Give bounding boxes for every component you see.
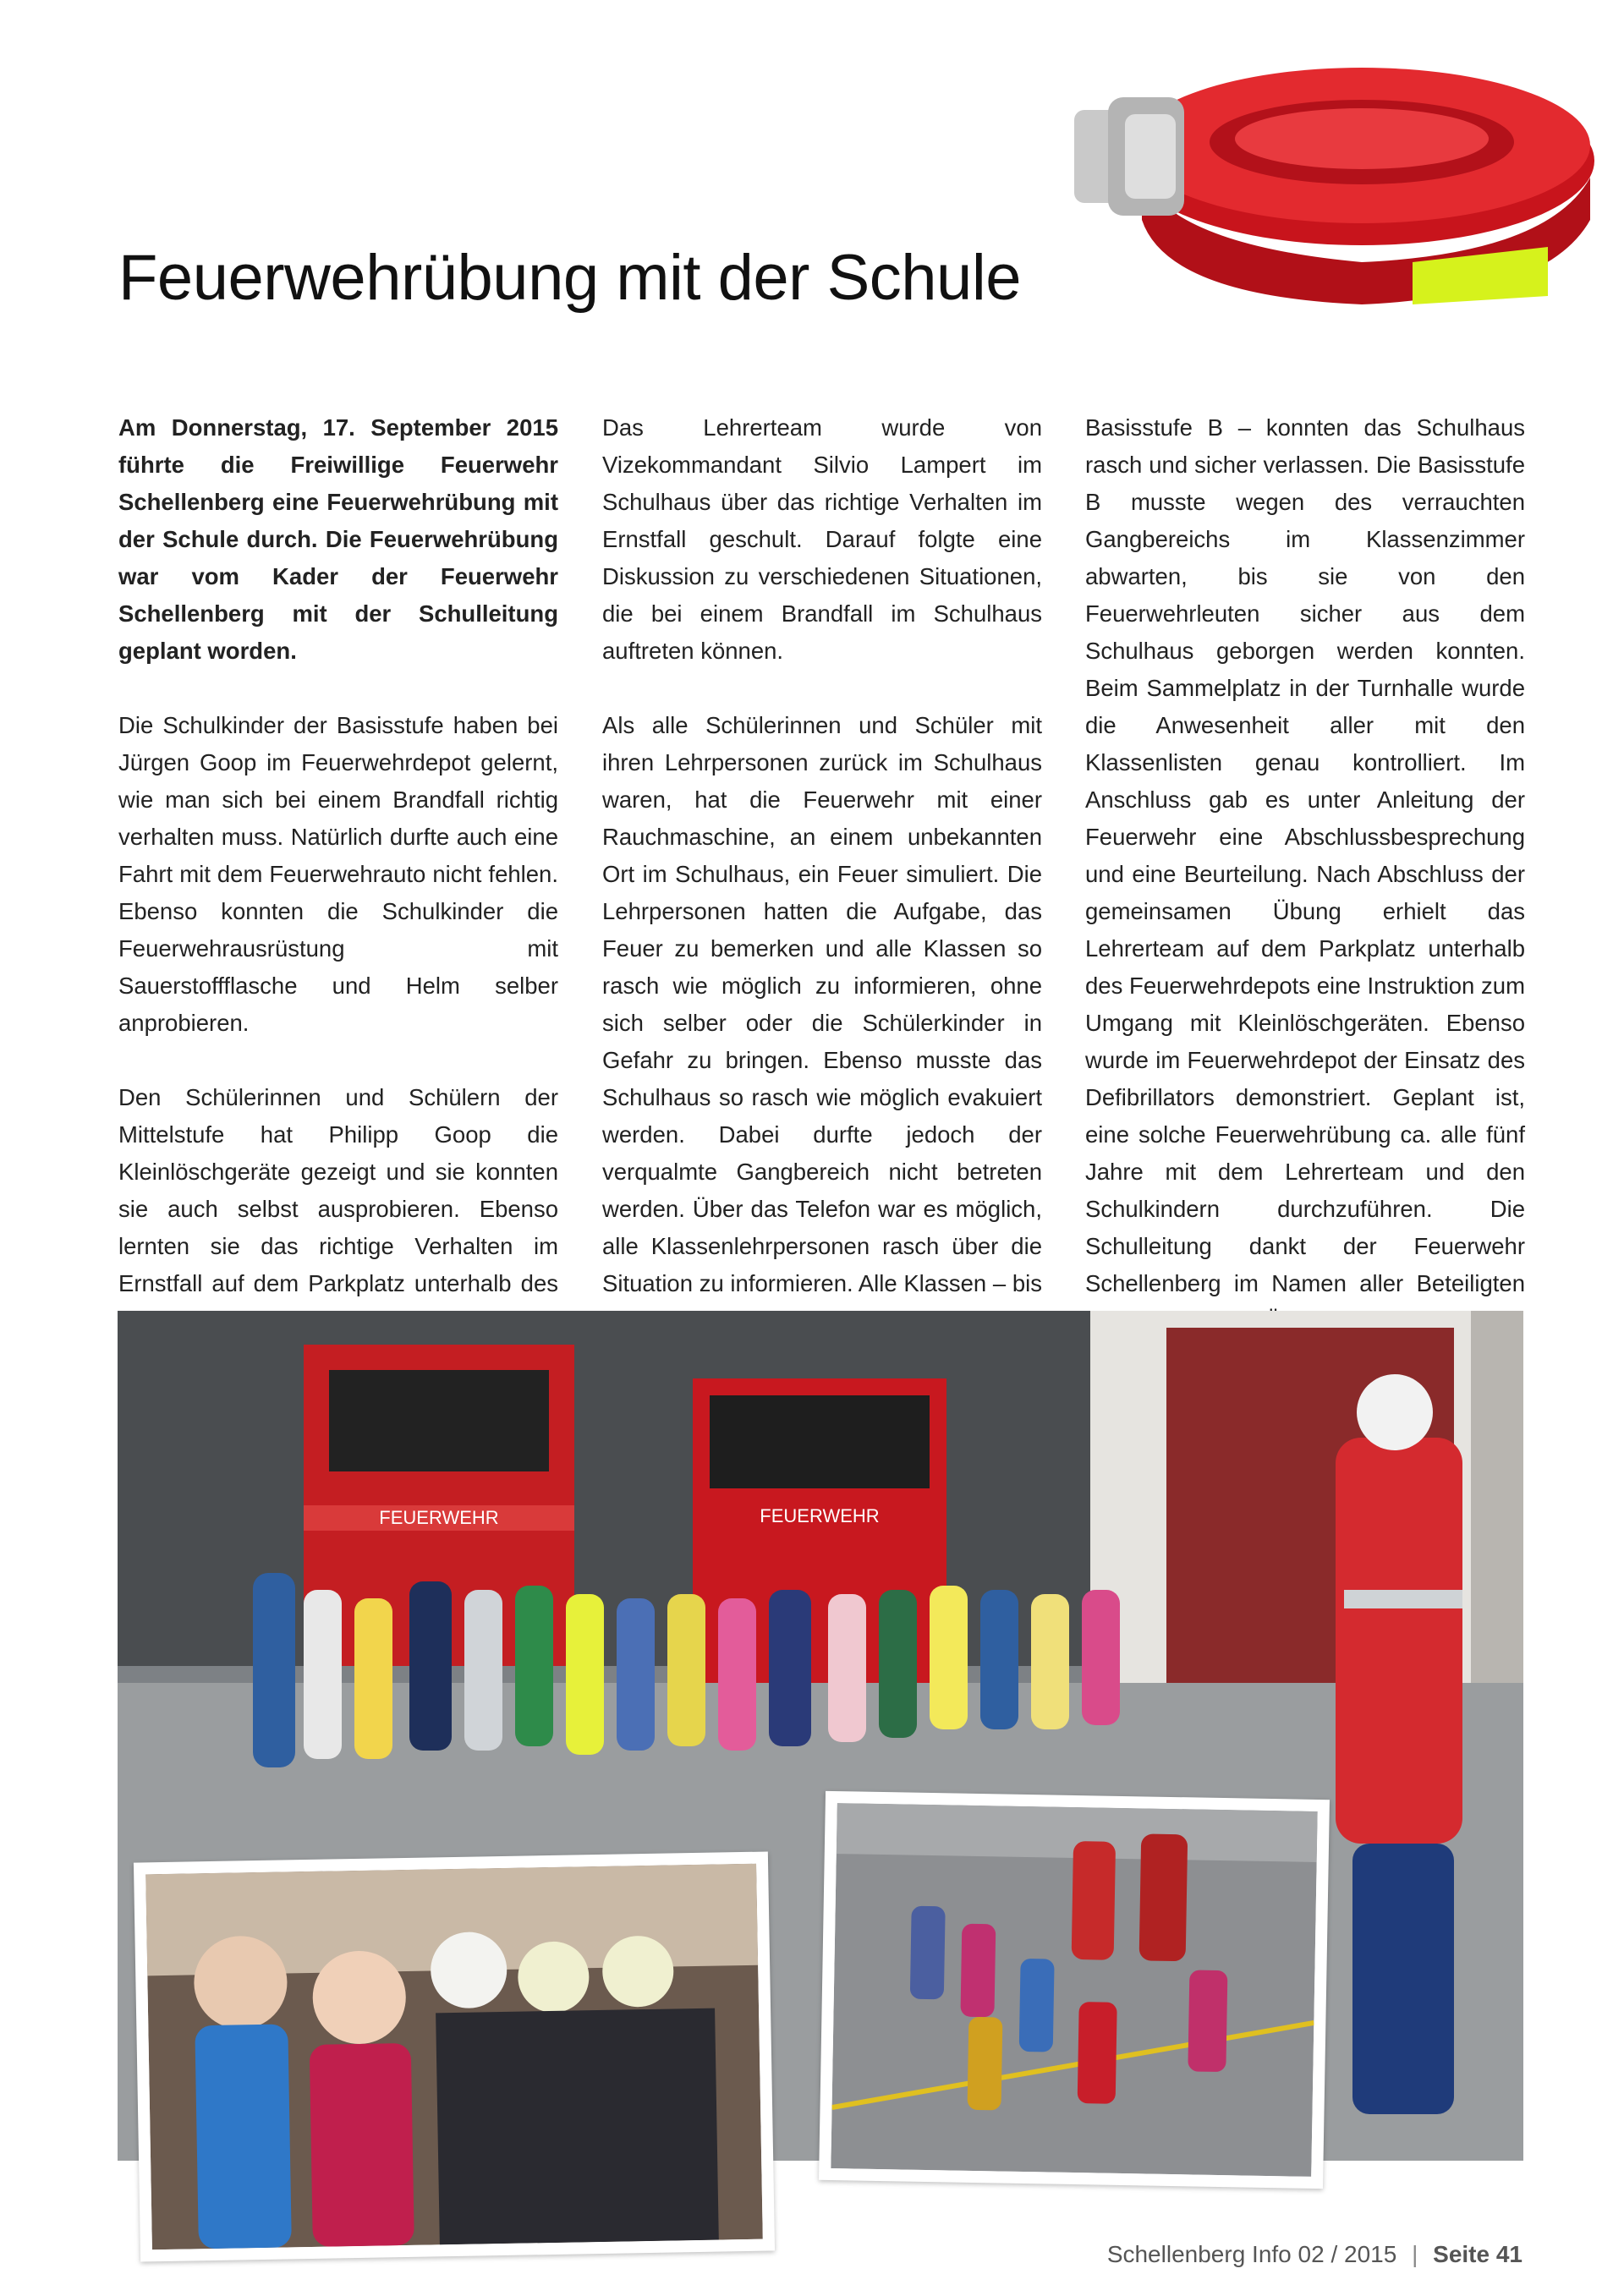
lead-paragraph: Am Donnerstag, 17. September 2015 führte die Freiwillige Feuerwehr Schellenberg eine Feuerwehrübung mit der Schule durch. Die Feuerwehrübung war vom Kader der Feuerwehr Schellenberg mit der Schulleitung geplant worden. [118, 414, 558, 664]
photo-children-helmets [134, 1851, 775, 2261]
footer-separator: | [1412, 2241, 1418, 2267]
text-column-3 [1085, 409, 1525, 1340]
text-column-1 [118, 409, 558, 1340]
truck-label: FEUERWEHR [379, 1507, 499, 1528]
paragraph: Den Schülerinnen und Schülern der Mittelstufe hat Philipp Goop die Kleinlöschgeräte gezeigt und sie konnten sie auch selbst ausprobieren. Ebenso lernten sie das richtige Verhalten im Ernstfall auf dem Parkplatz unterhalb des [118, 1084, 558, 1296]
article-title: Feuerwehrübung mit der Schule [118, 242, 1021, 314]
photo-children-parking-lot [819, 1791, 1330, 2189]
page-footer [1107, 2241, 1522, 2268]
paragraph: Das Lehrerteam wurde von Vizekommandant Silvio Lampert im Schulhaus über das richtige Verhalten im Ernstfall geschult. Darauf folgte eine Diskussion zu verschiedenen Situationen, die bei einem Brandfall im Schulhaus auftreten können. [602, 414, 1042, 664]
paragraph: Basisstufe B – konnten das Schulhaus rasch und sicher verlassen. Die Basisstufe B musste wegen des verrauchten Gangbereichs im Klassenzimmer abwarten, bis sie von den Feuerwehrleuten sicher aus dem Schulhaus geborgen werden konnten. Beim Sammelplatz in der Turnhalle wurde die Anwesenheit aller mit den Klassenlisten genau kontrolliert. Im Anschluss gab es unter Anleitung der Feuerwehr eine Abschlussbesprechung und eine Beurteilung. Nach Abschluss der gemeinsamen Übung erhielt das Lehrerteam auf dem Parkplatz unterhalb des Feuerwehrdepots eine Instruktion zum Umgang mit Kleinlöschgeräten. Ebenso wurde im Feuerwehrdepot der Einsatz des Defibrillators demonstriert. Geplant ist, eine solche Feuerwehrübung ca. alle fünf Jahre mit dem Lehrerteam und den Schulkindern durchzuführen. Die Schulleitung dankt der Feuerwehr Schellenberg im Namen aller Beteiligten [1085, 414, 1525, 1296]
paragraph: Die Schulkinder der Basisstufe haben bei Jürgen Goop im Feuerwehrdepot gelernt, wie man sich bei einem Brandfall richtig verhalten muss. Natürlich durfte auch eine Fahrt mit dem Feuerwehrauto nicht fehlen. Ebenso konnten die Schulkinder die Feuerwehrausrüstung mit Sauerstoffflasche und Helm selber anprobieren. [118, 712, 558, 1036]
photo-inset2-illustration [831, 1803, 1317, 2177]
fire-hose-image [1074, 51, 1607, 330]
photo-inset1-illustration [145, 1864, 763, 2250]
publication-name: Schellenberg Info 02 / 2015 [1106, 2241, 1397, 2267]
page-number: Seite 41 [1433, 2241, 1522, 2267]
truck-label: FEUERWEHR [760, 1505, 880, 1526]
text-column-2 [602, 409, 1042, 1340]
paragraph: Als alle Schülerinnen und Schüler mit ihren Lehrpersonen zurück im Schulhaus waren, hat die Feuerwehr mit einer Rauchmaschine, an einem unbekannten Ort im Schulhaus, ein Feuer simuliert. Die Lehrpersonen hatten die Aufgabe, das Feuer zu bemerken und alle Klassen so rasch wie möglich zu informieren, ohne sich selber oder die Schülerkinder in Gefahr zu bringen. Ebenso musste das Schulhaus so rasch wie möglich evakuiert werden. Dabei durfte jedoch der verqualmte Gangbereich nicht betreten werden. Über das Telefon war es möglich, alle Klassenlehrpersonen rasch über die Situation zu informieren. Alle Klassen – bis [602, 712, 1042, 1296]
